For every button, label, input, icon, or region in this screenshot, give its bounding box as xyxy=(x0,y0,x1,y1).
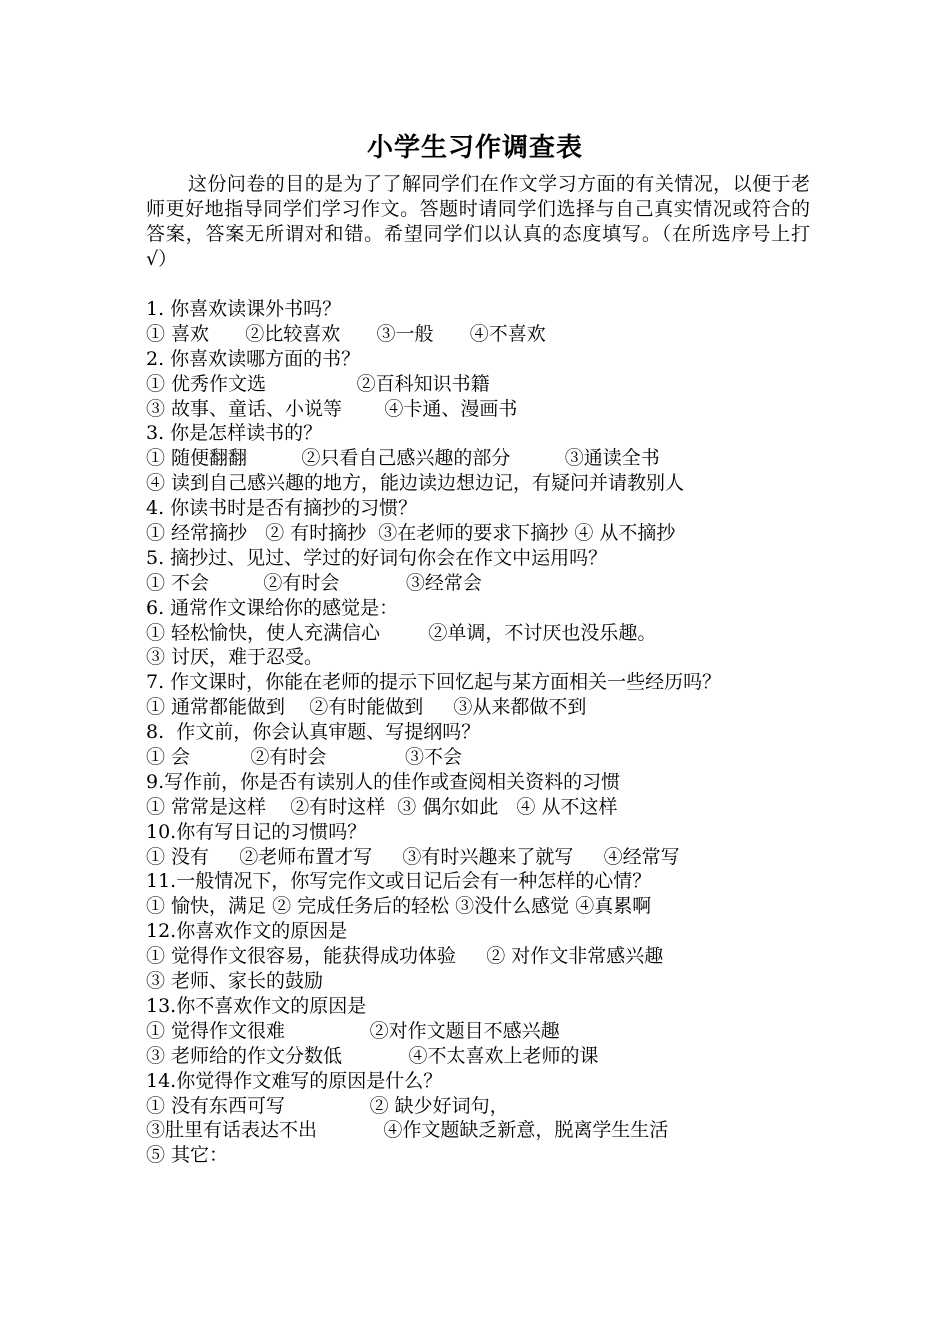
question-12: 12.你喜欢作文的原因是 xyxy=(146,920,348,943)
question-9-options: ① 常常是这样 ②有时这样 ③ 偶尔如此 ④ 从不这样 xyxy=(146,795,618,818)
question-6-options-b: ③ 讨厌，难于忍受。 xyxy=(146,646,324,669)
question-3-options-b: ④ 读到自己感兴趣的地方，能边读边想边记，有疑问并请教别人 xyxy=(146,472,685,495)
question-5: 5. 摘抄过、见过、学过的好词句你会在作文中运用吗？ xyxy=(146,546,608,569)
question-14: 14.你觉得作文难写的原因是什么？ xyxy=(146,1069,443,1092)
question-6-options-a: ① 轻松愉快，使人充满信心 ②单调，不讨厌也没乐趣。 xyxy=(146,621,657,644)
question-9: 9.写作前，你是否有读别人的佳作或查阅相关资料的习惯 xyxy=(146,770,621,793)
question-7-options: ① 通常都能做到 ②有时能做到 ③从来都做不到 xyxy=(146,696,587,719)
question-11: 11.一般情况下，你写完作文或日记后会有一种怎样的心情？ xyxy=(146,870,652,893)
question-1-options: ① 喜欢 ②比较喜欢 ③一般 ④不喜欢 xyxy=(146,322,546,345)
question-13-options-a: ① 觉得作文很难 ②对作文题目不感兴趣 xyxy=(146,1019,560,1042)
question-14-options-c: ⑤ 其它： xyxy=(146,1144,229,1167)
question-7: 7. 作文课时，你能在老师的提示下回忆起与某方面相关一些经历吗？ xyxy=(146,671,722,694)
question-3-options-a: ① 随便翻翻 ②只看自己感兴趣的部分 ③通读全书 xyxy=(146,447,660,470)
question-13-options-b: ③ 老师给的作文分数低 ④不太喜欢上老师的课 xyxy=(146,1044,599,1067)
question-8: 8. 作文前，你会认真审题、写提纲吗？ xyxy=(146,721,481,744)
document-title: 小学生习作调查表 xyxy=(366,133,583,163)
question-2-options-b: ③ 故事、童话、小说等 ④卡通、漫画书 xyxy=(146,397,518,420)
question-1: 1. 你喜欢读课外书吗？ xyxy=(146,298,342,320)
question-5-options: ① 不会 ②有时会 ③经常会 xyxy=(146,571,482,594)
question-list xyxy=(146,297,826,1168)
question-12-options-a: ① 觉得作文很容易，能获得成功体验 ② 对作文非常感兴趣 xyxy=(146,945,664,968)
question-6: 6. 通常作文课给你的感觉是： xyxy=(146,596,399,619)
intro-paragraph: 这份问卷的目的是为了了解同学们在作文学习方面的有关情况，以便于老师更好地指导同学们学习作文。答题时请同学们选择与自己真实情况或符合的答案，答案无所谓对和错。希望同学们以认真的态度填写。（在所选序号上打 √） xyxy=(146,173,810,270)
question-11-options: ① 愉快，满足 ② 完成任务后的轻松 ③没什么感觉 ④真累啊 xyxy=(146,895,652,918)
question-2: 2. 你喜欢读哪方面的书？ xyxy=(146,347,361,370)
question-4-options: ① 经常摘抄 ② 有时摘抄 ③在老师的要求下摘抄 ④ 从不摘抄 xyxy=(146,522,676,545)
question-3: 3. 你是怎样读书的？ xyxy=(146,422,323,445)
question-14-options-a: ① 没有东西可写 ② 缺少好词句， xyxy=(146,1094,509,1117)
question-10-options: ① 没有 ②老师布置才写 ③有时兴趣来了就写 ④经常写 xyxy=(146,845,680,868)
question-12-options-b: ③ 老师、家长的鼓励 xyxy=(146,970,324,993)
question-13: 13.你不喜欢作文的原因是 xyxy=(146,994,367,1017)
question-14-options-b: ③肚里有话表达不出 ④作文题缺乏新意，脱离学生生活 xyxy=(146,1119,669,1142)
question-10: 10.你有写日记的习惯吗？ xyxy=(146,820,367,843)
question-8-options: ① 会 ②有时会 ③不会 xyxy=(146,746,462,769)
question-2-options-a: ① 优秀作文选 ②百科知识书籍 xyxy=(146,372,490,395)
question-4: 4. 你读书时是否有摘抄的习惯？ xyxy=(146,497,418,520)
